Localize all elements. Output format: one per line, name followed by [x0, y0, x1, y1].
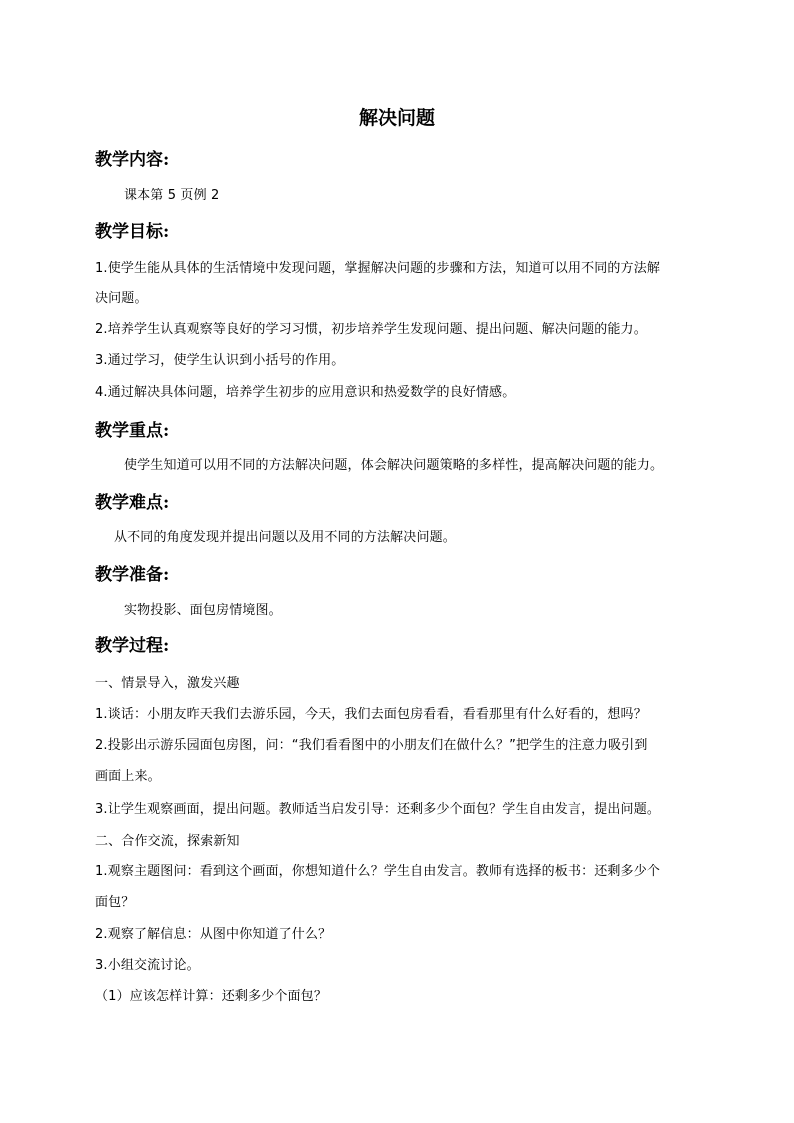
- goal-line: 3.通过学习，使学生认识到小括号的作用。: [95, 353, 345, 368]
- teaching-content-heading: 教学内容:: [95, 150, 170, 170]
- process-line: 1.观察主题图问：看到这个画面，你想知道什么？学生自由发言。教师有选择的板书：还剩多少个: [95, 864, 661, 879]
- teaching-content-text: 课本第 5 页例 2: [124, 188, 220, 203]
- teaching-process-heading: 教学过程:: [95, 636, 170, 656]
- process-line: 一、情景导入，激发兴趣: [95, 676, 240, 691]
- teaching-key-heading: 教学重点:: [95, 421, 170, 441]
- teaching-key-text: 使学生知道可以用不同的方法解决问题，体会解决问题策略的多样性，提高解决问题的能力。: [124, 458, 664, 473]
- teaching-goals-heading: 教学目标:: [95, 222, 170, 242]
- process-line: 2.投影出示游乐园面包房图，问：“我们看看图中的小朋友们在做什么？”把学生的注意力吸引到: [95, 738, 648, 753]
- teaching-prep-heading: 教学准备:: [95, 565, 170, 585]
- process-line: 画面上来。: [95, 769, 161, 784]
- process-line: 3.小组交流讨论。: [95, 958, 200, 973]
- goal-line: 决问题。: [95, 291, 148, 306]
- process-line: （1）应该怎样计算：还剩多少个面包？: [95, 989, 327, 1004]
- process-line: 面包？: [95, 895, 135, 910]
- goal-line: 1.使学生能从具体的生活情境中发现问题，掌握解决问题的步骤和方法，知道可以用不同的方法解: [95, 261, 661, 276]
- document-title: 解决问题: [358, 107, 435, 129]
- process-line: 1.谈话：小朋友昨天我们去游乐园，今天，我们去面包房看看，看看那里有什么好看的，想吗？: [95, 707, 647, 722]
- process-line: 3.让学生观察画面，提出问题。教师适当启发引导：还剩多少个面包？学生自由发言，提出问题。: [95, 802, 661, 817]
- process-line: 二、合作交流，探索新知: [95, 834, 240, 849]
- goal-line: 2.培养学生认真观察等良好的学习习惯，初步培养学生发现问题、提出问题、解决问题的能力。: [95, 322, 647, 337]
- process-line: 2.观察了解信息：从图中你知道了什么？: [95, 927, 332, 942]
- teaching-prep-text: 实物投影、面包房情境图。: [124, 603, 282, 618]
- goal-line: 4.通过解决具体问题，培养学生初步的应用意识和热爱数学的良好情感。: [95, 385, 516, 400]
- teaching-difficulty-text: 从不同的角度发现并提出问题以及用不同的方法解决问题。: [114, 530, 456, 545]
- teaching-difficulty-heading: 教学难点:: [95, 493, 170, 513]
